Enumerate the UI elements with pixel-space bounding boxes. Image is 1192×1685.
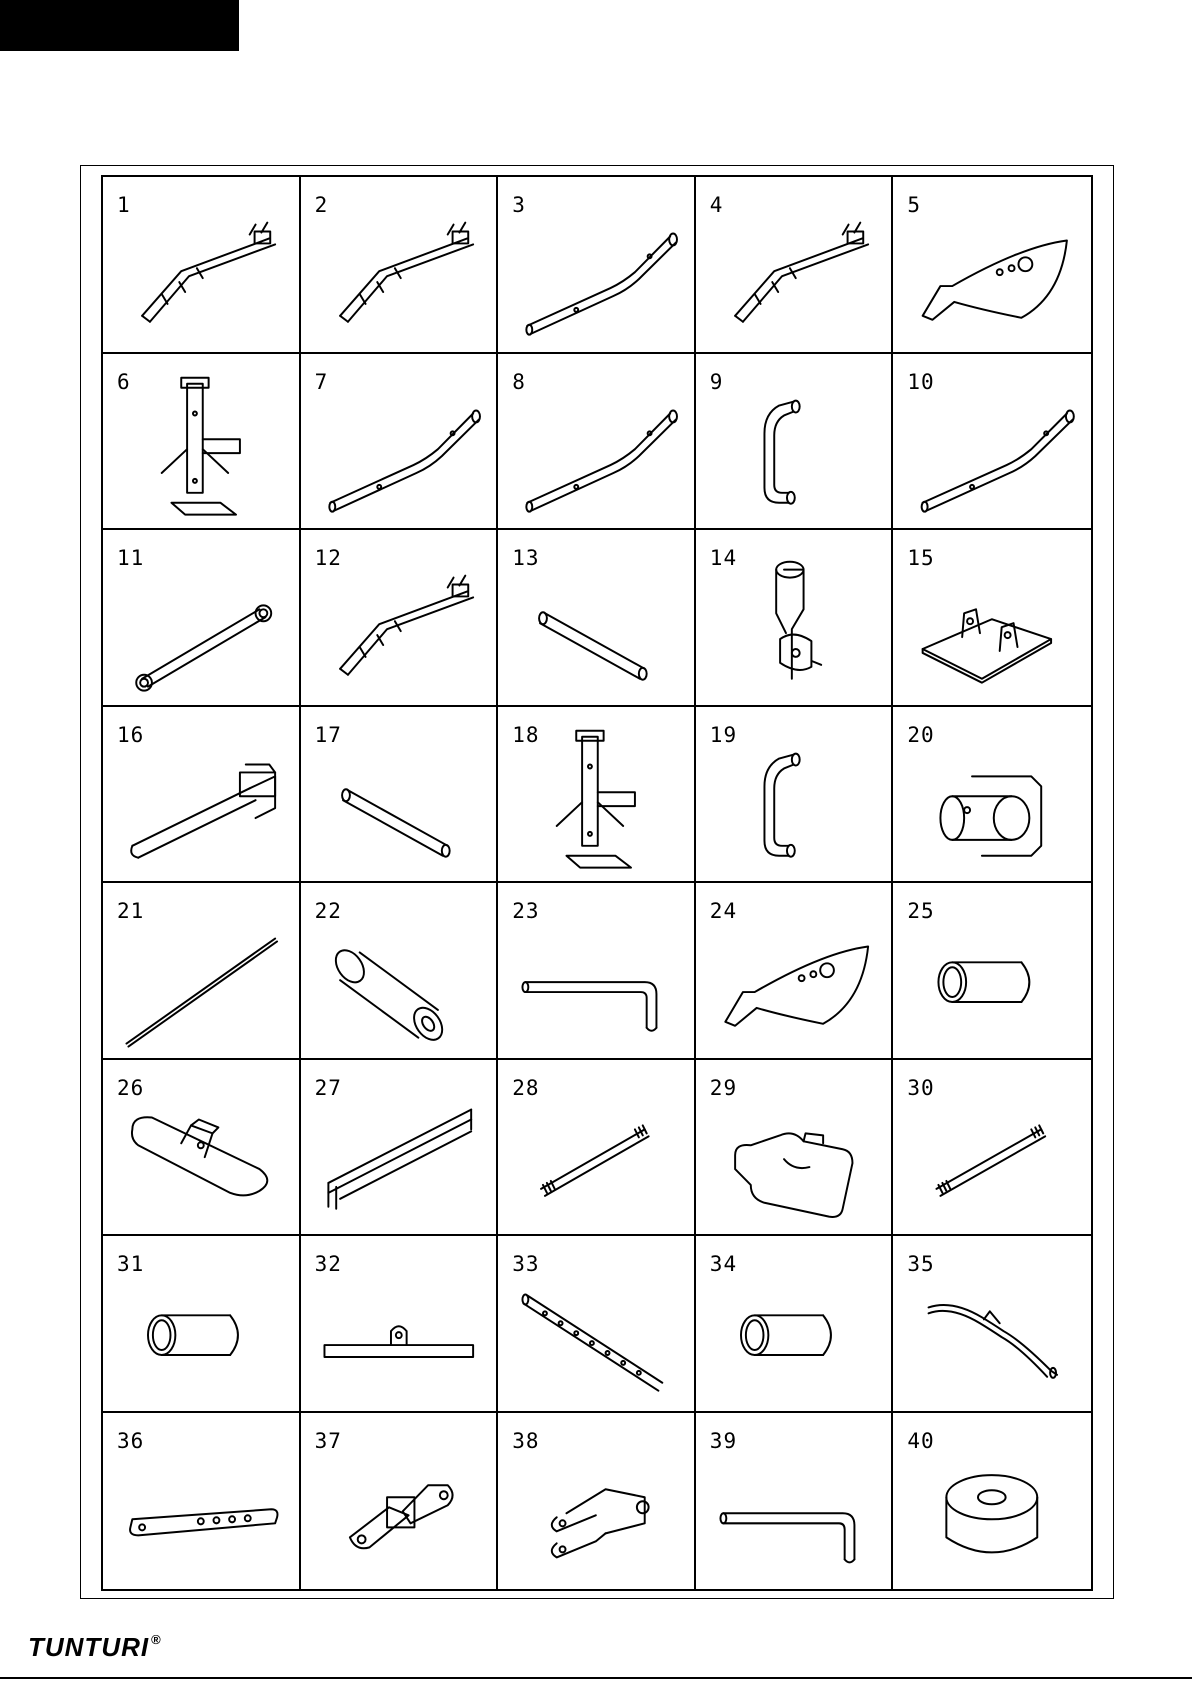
part-cell-18: [498, 707, 696, 884]
part-number: 40: [907, 1428, 935, 1453]
part-cell-22: [301, 883, 499, 1060]
curl-bar-icon: [893, 1236, 1091, 1411]
part-number: 26: [117, 1075, 145, 1100]
part-cell-36: [103, 1413, 301, 1590]
part-number: 15: [907, 546, 935, 570]
part-number: 7: [314, 369, 329, 394]
handle-icon: [696, 354, 892, 529]
tube-straight-icon: [301, 707, 497, 882]
part-cell-6: [103, 354, 301, 531]
part-cell-8: [498, 354, 696, 531]
brand-logo: TUNTURI ®: [28, 1632, 162, 1662]
rod-icon: [103, 883, 299, 1058]
part-cell-24: [696, 883, 894, 1060]
part-number: 2: [314, 193, 329, 217]
part-number: 14: [709, 546, 738, 570]
part-cell-15: [893, 530, 1091, 707]
part-cell-9: [696, 354, 894, 531]
part-cell-1: [103, 177, 301, 354]
part-cell-33: [498, 1236, 696, 1413]
sleeve-icon: [893, 883, 1091, 1058]
pin-bent-icon: [498, 883, 694, 1058]
part-number: 18: [512, 722, 540, 747]
part-number: 16: [117, 722, 145, 747]
frame-assembly-icon: [696, 177, 892, 352]
plate-icon: [893, 177, 1091, 352]
part-number: 32: [314, 1252, 342, 1276]
part-number: 21: [117, 899, 145, 923]
plate-icon: [696, 883, 892, 1058]
part-number: 1: [117, 193, 131, 217]
footer-rule: [0, 1677, 1192, 1679]
part-cell-7: [301, 354, 499, 531]
part-number: 17: [314, 722, 342, 747]
upright-frame-icon: [103, 354, 299, 529]
frame-assembly-icon: [301, 177, 497, 352]
tube-bent-icon: [498, 177, 694, 352]
header-black-tab: [0, 0, 239, 51]
part-cell-40: [893, 1413, 1091, 1590]
part-number: 23: [512, 899, 540, 923]
part-number: 13: [512, 546, 540, 570]
part-number: 38: [512, 1428, 540, 1453]
part-number: 6: [117, 369, 131, 394]
part-cell-5: [893, 177, 1091, 354]
pivot-bracket-icon: [696, 530, 892, 705]
perforated-strap-icon: [103, 1413, 299, 1590]
part-number: 30: [907, 1075, 935, 1100]
link-bar-icon: [103, 530, 299, 705]
part-cell-21: [103, 883, 301, 1060]
handle-icon: [696, 707, 892, 882]
part-cell-32: [301, 1236, 499, 1413]
foot-plate-icon: [103, 1060, 299, 1235]
part-number: 12: [314, 546, 342, 570]
part-cell-35: [893, 1236, 1091, 1413]
part-cell-28: [498, 1060, 696, 1237]
tube-bent-icon: [301, 354, 497, 529]
part-number: 9: [709, 369, 724, 394]
part-cell-2: [301, 177, 499, 354]
part-number: 29: [709, 1075, 738, 1100]
channel-bracket-icon: [103, 707, 299, 882]
part-number: 37: [314, 1428, 342, 1453]
part-number: 28: [512, 1075, 540, 1100]
part-cell-39: [696, 1413, 894, 1590]
part-number: 11: [117, 546, 145, 570]
part-number: 31: [117, 1252, 145, 1276]
threaded-rod-icon: [498, 1060, 694, 1235]
part-number: 24: [709, 899, 738, 923]
sleeve-icon: [696, 1236, 892, 1411]
part-cell-37: [301, 1413, 499, 1590]
part-cell-4: [696, 177, 894, 354]
part-cell-29: [696, 1060, 894, 1237]
part-number: 20: [907, 722, 935, 747]
perforated-tube-icon: [498, 1236, 694, 1411]
part-cell-30: [893, 1060, 1091, 1237]
channel-icon: [301, 1060, 497, 1235]
upright-frame-icon: [498, 707, 694, 882]
part-number: 33: [512, 1252, 540, 1276]
part-cell-38: [498, 1413, 696, 1590]
part-cell-25: [893, 883, 1091, 1060]
sleeve-icon: [103, 1236, 299, 1411]
part-number: 10: [907, 369, 935, 394]
tube-bent-icon: [893, 354, 1091, 529]
part-cell-14: [696, 530, 894, 707]
part-cell-20: [893, 707, 1091, 884]
flat-bar-icon: [301, 1236, 497, 1411]
part-cell-16: [103, 707, 301, 884]
part-cell-31: [103, 1236, 301, 1413]
part-cell-12: [301, 530, 499, 707]
part-cell-10: [893, 354, 1091, 531]
base-plate-icon: [893, 530, 1091, 705]
parts-grid: [101, 175, 1093, 1591]
pad-plate-icon: [696, 1060, 892, 1235]
part-number: 36: [117, 1428, 145, 1453]
part-number: 5: [907, 193, 922, 217]
part-number: 27: [314, 1075, 342, 1100]
part-cell-34: [696, 1236, 894, 1413]
part-number: 3: [512, 193, 526, 217]
part-number: 19: [709, 722, 738, 747]
part-number: 25: [907, 899, 935, 923]
frame-assembly-icon: [301, 530, 497, 705]
part-cell-23: [498, 883, 696, 1060]
part-cell-11: [103, 530, 301, 707]
u-bracket-icon: [498, 1413, 694, 1590]
part-number: 4: [709, 193, 724, 217]
weight-disc-icon: [893, 1413, 1091, 1590]
part-number: 39: [709, 1428, 738, 1453]
part-number: 22: [314, 899, 342, 923]
threaded-rod-icon: [893, 1060, 1091, 1235]
sleeve-bracket-icon: [893, 707, 1091, 882]
frame-assembly-icon: [103, 177, 299, 352]
part-cell-17: [301, 707, 499, 884]
part-cell-26: [103, 1060, 301, 1237]
part-cell-3: [498, 177, 696, 354]
part-number: 8: [512, 369, 526, 394]
part-cell-13: [498, 530, 696, 707]
part-number: 35: [907, 1252, 935, 1276]
tube-straight-icon: [498, 530, 694, 705]
part-cell-19: [696, 707, 894, 884]
double-bracket-icon: [301, 1413, 497, 1590]
part-cell-27: [301, 1060, 499, 1237]
part-number: 34: [709, 1252, 738, 1276]
pin-bent-icon: [696, 1413, 892, 1590]
tube-bent-icon: [498, 354, 694, 529]
roller-icon: [301, 883, 497, 1058]
